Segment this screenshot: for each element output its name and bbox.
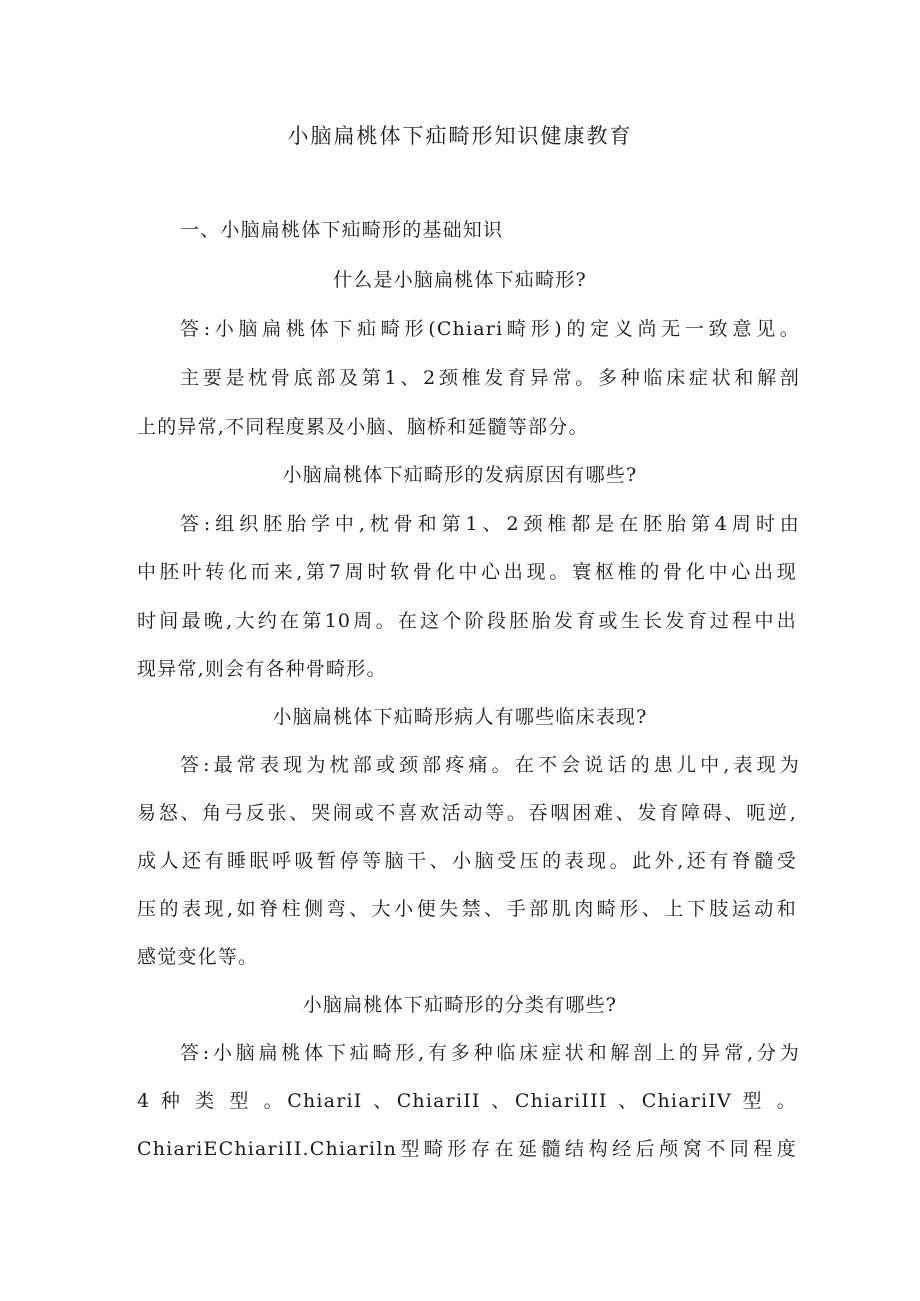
section-heading: 一、小脑扁桃体下疝畸形的基础知识 — [180, 219, 504, 241]
answer-3-line-2: 易怒、角弓反张、哭闹或不喜欢活动等。吞咽困难、发育障碍、呃逆, — [137, 802, 797, 824]
answer-4-line-2: 4 种 类 型 。ChiariI 、ChiariII 、ChiariIII 、ChiariIV 型 。 — [137, 1090, 797, 1112]
answer-4-line-1: 答:小脑扁桃体下疝畸形,有多种临床症状和解剖上的异常,分为 — [180, 1042, 800, 1064]
answer-1-line-1: 答:小脑扁桃体下疝畸形(Chiari畸形)的定义尚无一致意见。 — [180, 318, 800, 340]
answer-1-line-2: 主要是枕骨底部及第1、2颈椎发育异常。多种临床症状和解剖 — [180, 367, 800, 389]
answer-2-line-1: 答:组织胚胎学中,枕骨和第1、2颈椎都是在胚胎第4周时由 — [180, 513, 800, 535]
question-4: 小脑扁桃体下疝畸形的分类有哪些? — [302, 994, 618, 1016]
answer-1-line-3: 上的异常,不同程度累及小脑、脑桥和延髓等部分。 — [137, 416, 589, 438]
answer-2-line-3: 时间最晚,大约在第10周。在这个阶段胚胎发育或生长发育过程中出 — [137, 610, 797, 632]
answer-2-line-4: 现异常,则会有各种骨畸形。 — [137, 658, 387, 680]
answer-3-line-1: 答:最常表现为枕部或颈部疼痛。在不会说话的患儿中,表现为 — [180, 754, 800, 776]
answer-4-line-3: ChiariEChiariII.Chiariln型畸形存在延髓结构经后颅窝不同程度 — [137, 1138, 797, 1160]
question-2: 小脑扁桃体下疝畸形的发病原因有哪些? — [282, 464, 638, 486]
question-1: 什么是小脑扁桃体下疝畸形? — [333, 269, 587, 291]
answer-2-line-2: 中胚叶转化而来,第7周时软骨化中心出现。寰枢椎的骨化中心出现 — [137, 561, 797, 583]
answer-3-line-4: 压的表现,如脊柱侧弯、大小便失禁、手部肌肉畸形、上下肢运动和 — [137, 898, 797, 920]
answer-3-line-3: 成人还有睡眠呼吸暂停等脑干、小脑受压的表现。此外,还有脊髓受 — [137, 850, 797, 872]
page-title: 小脑扁桃体下疝畸形知识健康教育 — [287, 124, 633, 148]
answer-3-line-5: 感觉变化等。 — [137, 946, 259, 968]
question-3: 小脑扁桃体下疝畸形病人有哪些临床表现? — [272, 706, 648, 728]
